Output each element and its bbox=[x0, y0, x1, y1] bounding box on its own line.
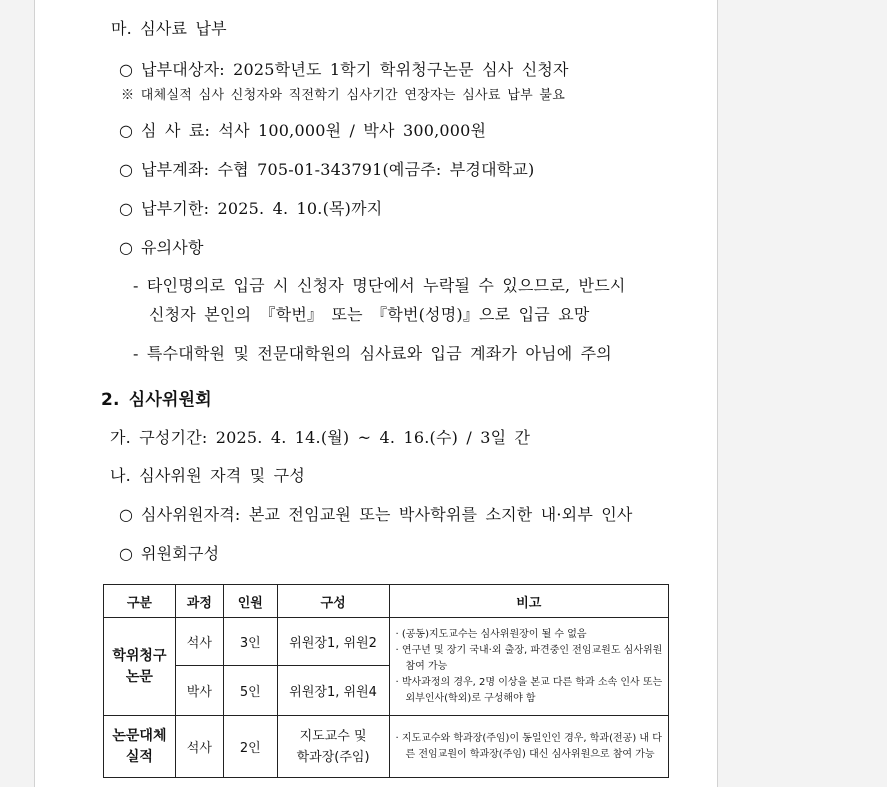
remark-item: · (공동)지도교수는 심사위원장이 될 수 없음 bbox=[395, 628, 587, 640]
account-text: 납부계좌: 수협 705-01-343791(예금주: 부경대학교) bbox=[141, 160, 535, 179]
course-cell: 박사 bbox=[175, 666, 223, 716]
remark-item: · 지도교수와 학과장(주임)이 동일인인 경우, 학과(전공) 내 다른 전임교원이 학과장(주임) 대신 심사위원으로 참여 가능 bbox=[395, 732, 662, 760]
qualification-text: 심사위원자격: 본교 전임교원 또는 박사학위를 소지한 내·외부 인사 bbox=[141, 505, 633, 524]
committee-table bbox=[103, 584, 669, 778]
table-row bbox=[104, 618, 669, 666]
category-substitute bbox=[104, 716, 176, 778]
count-cell: 5인 bbox=[223, 666, 277, 716]
exemption-note: ※ 대체실적 심사 신청자와 직전학기 심사기간 연장자는 심사료 납부 불요 bbox=[121, 88, 566, 103]
payment-target-item bbox=[119, 57, 569, 80]
remarks-cell-substitute bbox=[389, 716, 669, 778]
circle-bullet-icon: ○ bbox=[119, 60, 134, 79]
count-cell: 3인 bbox=[223, 618, 277, 666]
caution-1-line-2: 신청자 본인의 『학번』 또는 『학번(성명)』으로 입금 요망 bbox=[149, 305, 590, 324]
header-category: 구분 bbox=[104, 585, 176, 618]
circle-bullet-icon: ○ bbox=[119, 238, 134, 257]
composition-cell bbox=[277, 716, 389, 778]
qualification-heading: 나. 심사위원 자격 및 구성 bbox=[110, 466, 305, 485]
course-cell: 석사 bbox=[175, 618, 223, 666]
qualification-item bbox=[119, 502, 633, 525]
document-page bbox=[34, 0, 718, 787]
table-header-row bbox=[104, 585, 669, 618]
header-course: 과정 bbox=[175, 585, 223, 618]
circle-bullet-icon: ○ bbox=[119, 121, 134, 140]
remark-item: · 연구년 및 장기 국내·외 출장, 파견중인 전임교원도 심사위원 참여 가능 bbox=[395, 644, 663, 672]
composition-line-2: 학과장(주임) bbox=[296, 749, 370, 765]
header-count: 인원 bbox=[223, 585, 277, 618]
section-2-heading: 2. 심사위원회 bbox=[101, 390, 212, 410]
count-cell: 2인 bbox=[223, 716, 277, 778]
composition-cell: 위원장1, 위원4 bbox=[277, 666, 389, 716]
fee-text: 심 사 료: 석사 100,000원 / 박사 300,000원 bbox=[141, 121, 487, 140]
header-remarks: 비고 bbox=[389, 585, 669, 618]
header-composition: 구성 bbox=[277, 585, 389, 618]
caution-1-line-1: - 타인명의로 입금 시 신청자 명단에서 누락될 수 있으므로, 반드시 bbox=[133, 276, 626, 295]
circle-bullet-icon: ○ bbox=[119, 160, 134, 179]
circle-bullet-icon: ○ bbox=[119, 505, 134, 524]
table-row bbox=[104, 716, 669, 778]
composition-cell: 위원장1, 위원2 bbox=[277, 618, 389, 666]
category-thesis-line-1: 학위청구 bbox=[112, 647, 167, 664]
caution-item bbox=[119, 235, 204, 258]
account-item bbox=[119, 157, 535, 180]
course-cell: 석사 bbox=[175, 716, 223, 778]
category-substitute-line-2: 실적 bbox=[125, 748, 153, 765]
category-thesis bbox=[104, 618, 176, 716]
period-line: 가. 구성기간: 2025. 4. 14.(월) ~ 4. 16.(수) / 3일 간 bbox=[110, 428, 531, 447]
circle-bullet-icon: ○ bbox=[119, 544, 134, 563]
remarks-cell-thesis bbox=[389, 618, 669, 716]
payment-target-text: 납부대상자: 2025학년도 1학기 학위청구논문 심사 신청자 bbox=[141, 60, 569, 79]
composition-line-1: 지도교수 및 bbox=[299, 728, 367, 744]
deadline-text: 납부기한: 2025. 4. 10.(목)까지 bbox=[141, 199, 383, 218]
circle-bullet-icon: ○ bbox=[119, 199, 134, 218]
composition-item bbox=[119, 541, 219, 564]
category-thesis-line-2: 논문 bbox=[125, 668, 153, 685]
deadline-item bbox=[119, 196, 382, 219]
fee-item bbox=[119, 118, 486, 141]
remark-item: · 박사과정의 경우, 2명 이상을 본교 다른 학과 소속 인사 또는 외부인사(학외)로 구성해야 함 bbox=[395, 676, 663, 704]
category-substitute-line-1: 논문대체 bbox=[112, 727, 167, 744]
composition-text: 위원회구성 bbox=[141, 544, 220, 563]
section-ma-heading: 마. 심사료 납부 bbox=[111, 19, 227, 38]
caution-2-line: - 특수대학원 및 전문대학원의 심사료와 입금 계좌가 아님에 주의 bbox=[133, 344, 612, 363]
caution-title: 유의사항 bbox=[141, 238, 204, 257]
